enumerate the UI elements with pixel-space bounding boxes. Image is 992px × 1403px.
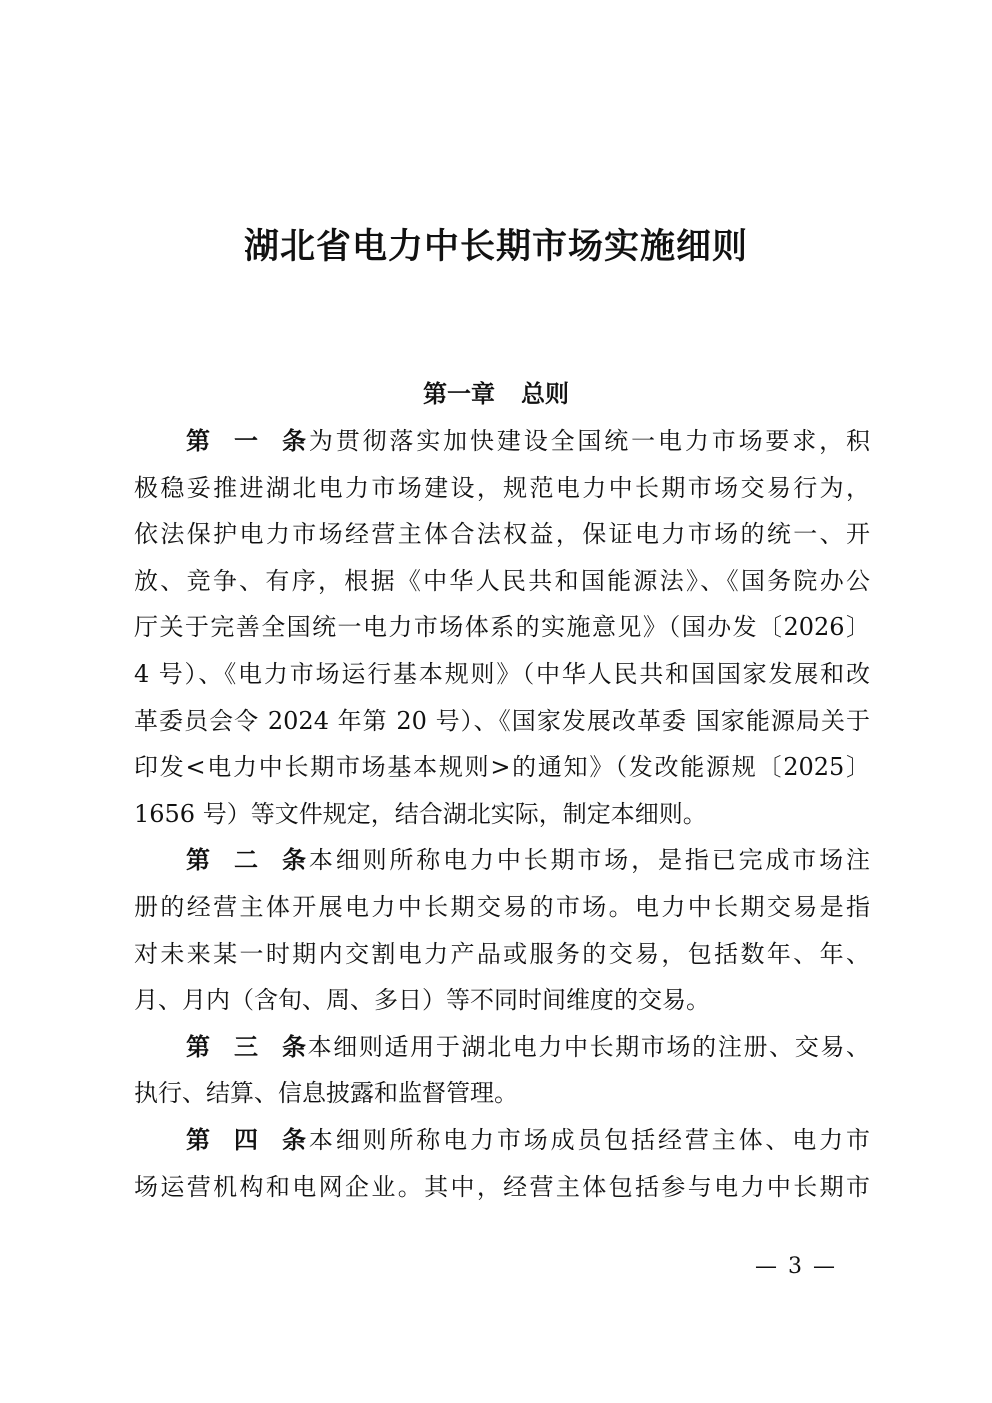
article-label: 第一条 bbox=[186, 427, 306, 455]
article-label: 第三条 bbox=[186, 1032, 306, 1061]
article-line: 极稳妥推进湖北电力市场建设，规范电力中长期市场交易行为， bbox=[134, 473, 870, 502]
article-line: 放、竞争、有序，根据《中华人民共和国能源法》、《国务院办公 bbox=[134, 566, 870, 595]
article-line: 执行、结算、信息披露和监督管理。 bbox=[134, 1079, 518, 1108]
article-line: 对未来某一时期内交割电力产品或服务的交易，包括数年、年、 bbox=[134, 939, 870, 968]
article-label: 第四条 bbox=[186, 1125, 306, 1154]
article-1-line-1: 第一条为贯彻落实加快建设全国统一电力市场要求，积 bbox=[134, 418, 870, 465]
article-line: 厅关于完善全国统一电力市场体系的实施意见》（国办发〔2026〕 bbox=[134, 613, 870, 642]
chapter-label: 第一章 bbox=[423, 380, 495, 408]
article-4-line-1: 第四条本细则所称电力市场成员包括经营主体、电力市 bbox=[134, 1117, 870, 1164]
body-text bbox=[134, 418, 870, 1210]
article-3-line-1: 第三条本细则适用于湖北电力中长期市场的注册、交易、 bbox=[134, 1024, 870, 1071]
article-2-line-1: 第二条本细则所称电力中长期市场，是指已完成市场注 bbox=[134, 837, 870, 884]
page-number: — 3 — bbox=[755, 1254, 837, 1279]
article-line: 4 号）、《电力市场运行基本规则》（中华人民共和国国家发展和改 bbox=[134, 659, 870, 688]
page-title: 湖北省电力中长期市场实施细则 bbox=[243, 227, 748, 267]
article-line: 月、月内（含旬、周、多日）等不同时间维度的交易。 bbox=[134, 986, 710, 1015]
article-label: 第二条 bbox=[186, 846, 306, 875]
article-line: 场运营机构和电网企业。其中，经营主体包括参与电力中长期市 bbox=[134, 1172, 870, 1201]
chapter-name: 总则 bbox=[521, 380, 569, 408]
chapter-heading bbox=[0, 374, 992, 414]
article-line: 印发<电力中长期市场基本规则>的通知》（发改能源规〔2025〕 bbox=[134, 753, 870, 782]
article-line: 依法保护电力市场经营主体合法权益，保证电力市场的统一、开 bbox=[134, 520, 870, 549]
article-line: 革委员会令 2024 年第 20 号）、《国家发展改革委 国家能源局关于 bbox=[134, 706, 870, 735]
article-line: 1656 号）等文件规定，结合湖北实际，制定本细则。 bbox=[134, 799, 707, 828]
article-line: 册的经营主体开展电力中长期交易的市场。电力中长期交易是指 bbox=[134, 892, 870, 921]
